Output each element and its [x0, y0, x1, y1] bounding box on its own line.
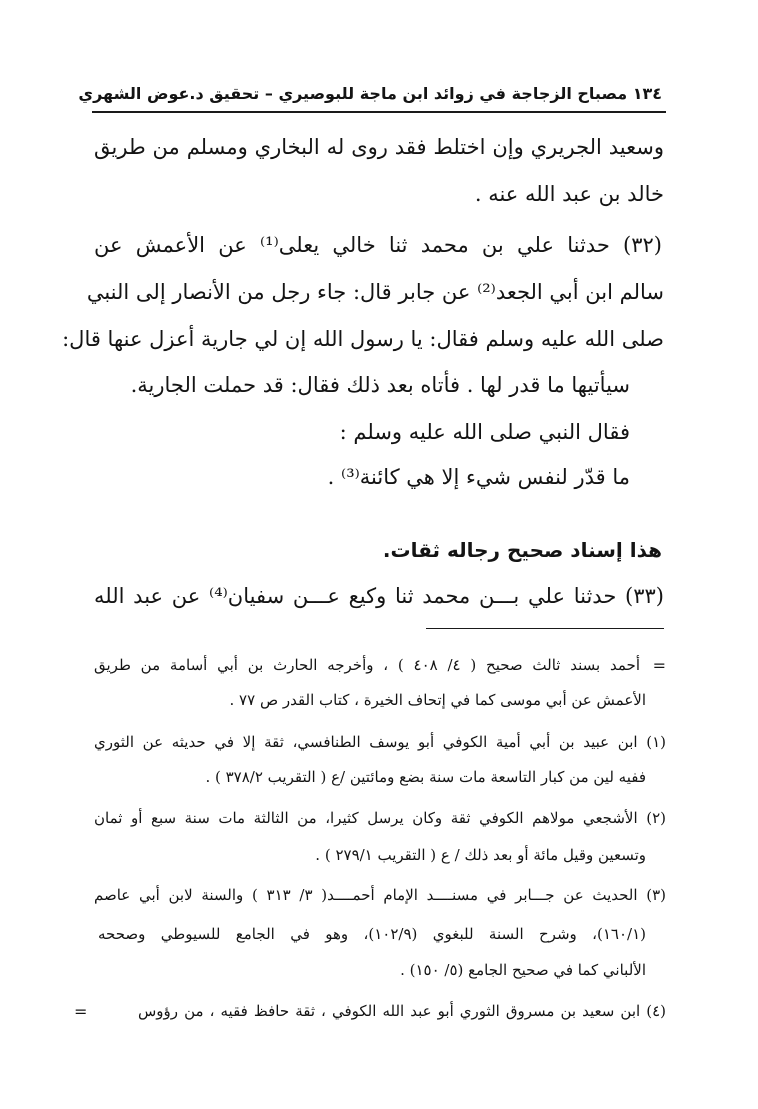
footnote-1: (١) ابن عبيد بن أبي أمية الكوفي أبو يوسف الطنافسي، ثقة إلا في حديثه عن الثوري: [94, 733, 666, 751]
section-heading: هذا إسناد صحيح رجاله ثقات.: [382, 538, 662, 562]
continuation-mark: =: [74, 1002, 88, 1021]
footnote-line: وتسعين وقيل مائة أو بعد ذلك / ع ( التقريب ٢٧٩/١ ) .: [315, 846, 646, 864]
body-line: وسعيد الجريري وإن اختلط فقد روى له البخاري ومسلم من طريق: [94, 135, 664, 159]
footnote-3: (٣) الحديث عن جـــابر في مسنــــد الإمام أحمــــد( ٣/ ٣١٣ ) والسنة لابن أبي عاصم: [94, 886, 667, 904]
footnote-line: أحمد بسند ثالث صحيح ( ٤/ ٤٠٨ ) ، وأخرجه الحارث بن أبي أسامة من طريق: [94, 656, 640, 674]
footnote-line: ففيه لين من كبار التاسعة مات سنة بضع ومائتين /ع ( التقريب ٣٧٨/٢ ) .: [205, 768, 646, 786]
footnote-line: الأعمش عن أبي موسى كما في إتحاف الخيرة ، كتاب القدر ص ٧٧ .: [229, 691, 646, 709]
running-header: ١٣٤ مصباح الزجاجة في زوائد ابن ماجة للبوصيري – تحقيق د.عوض الشهري: [78, 84, 662, 103]
footnote-4: (٤) ابن سعيد بن مسروق الثوري أبو عبد الله الكوفي ، ثقة حافظ فقيه ، من رؤوس: [138, 1002, 666, 1020]
hadith-33-line: (٣٣) حدثنا علي بـــن محمد ثنا وكيع عـــن سفيان⁽⁴⁾ عن عبد الله: [94, 584, 664, 608]
footnote-line: الألباني كما في صحيح الجامع (٥/ ١٥٠) .: [400, 961, 646, 979]
hadith-32-line: (٣٢) حدثنا علي بن محمد ثنا خالي يعلى⁽¹⁾ عن الأعمش عن: [94, 233, 662, 257]
body-line: سيأتيها ما قدر لها . فأتاه بعد ذلك فقال: قد حملت الجارية.: [130, 373, 630, 397]
footnote-line: (١٦٠/١)، وشرح السنة للبغوي (١٠٢/٩)، وهو في الجامع للسيوطي وصححه: [98, 925, 646, 943]
continuation-mark: =: [652, 656, 666, 675]
body-line: صلى الله عليه وسلم فقال: يا رسول الله إن لي جارية أعزل عنها قال:: [62, 327, 664, 351]
footnote-rule: [426, 628, 664, 629]
footnote-2: (٢) الأشجعي مولاهم الكوفي ثقة وكان يرسل كثيرا، من الثالثة مات سنة سبع أو ثمان: [94, 809, 666, 827]
header-rule: [92, 111, 666, 113]
body-line: خالد بن عبد الله عنه .: [474, 182, 664, 206]
body-line: فقال النبي صلى الله عليه وسلم :: [339, 420, 630, 444]
body-line: ما قدّر لنفس شيء إلا هي كائنة⁽³⁾ .: [327, 465, 630, 489]
body-line: سالم ابن أبي الجعد⁽²⁾ عن جابر قال: جاء رجل من الأنصار إلى النبي: [86, 280, 664, 304]
